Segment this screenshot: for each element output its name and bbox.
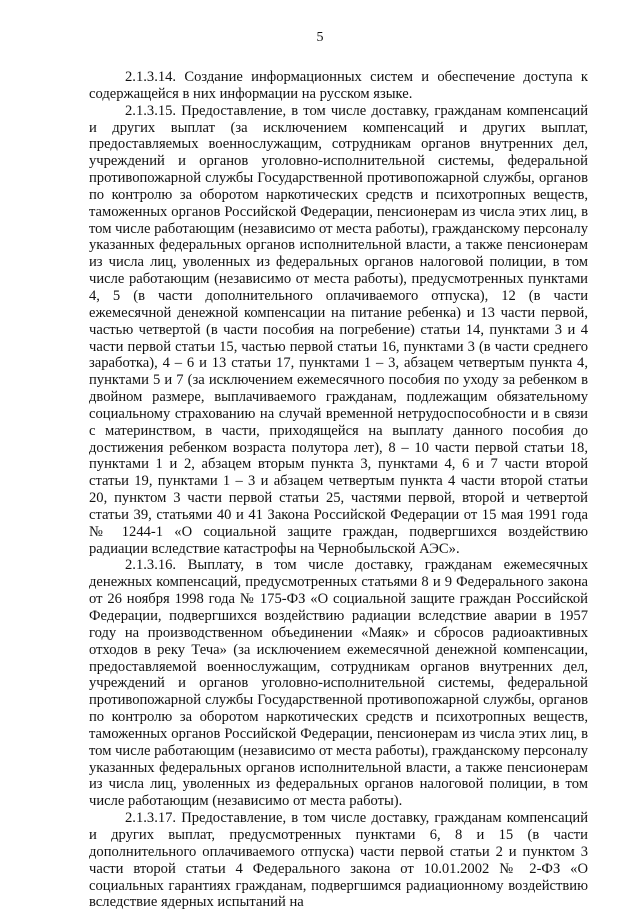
document-body bbox=[89, 69, 588, 911]
paragraph-2-1-3-15: 2.1.3.15. Предоставление, в том числе доставку, гражданам компенсаций и других выплат (за исключением компенсаций и других выплат, предоставляемых военнослужащим, сотрудникам органов внутренних дел, учреждений и органов уголовно-исполнительной системы, федеральной противопожарной службы Государственной противопожарной службы, органов по контролю за оборотом наркотических средств и психотропных веществ, таможенных органов Российской Федерации, пенсионерам из числа этих лиц, в том числе работающим (независимо от места работы), гражданскому персоналу указанных федеральных органов исполнительной власти, а также пенсионерам из числа лиц, уволенных из федеральных органов налоговой полиции, в том числе работающим (независимо от места работы), предусмотренных пунктами 4, 5 (в части дополнительного оплачиваемого отпуска), 12 (в части ежемесячной денежной компенсации на питание ребенка) и 13 части первой, частью четвертой (в части пособия на погребение) статьи 14, пунктами 3 и 4 части первой статьи 15, частью первой статьи 16, пунктами 3 (в части среднего заработка), 4 – 6 и 13 статьи 17, пунктами 1 – 3, абзацем четвертым пункта 4, пунктами 5 и 7 (за исключением ежемесячного пособия по уходу за ребенком в двойном размере, выплачиваемого гражданам, подлежащим обязательному социальному страхованию на случай временной нетрудоспособности и в связи с материнством, в части, приходящейся на выплату данного пособия до достижения ребенком возраста полутора лет), 8 – 10 части первой статьи 18, пунктами 1 и 2, абзацем вторым пункта 3, пунктами 4, 6 и 7 части второй статьи 19, пунктами 1 – 3 и абзацем четвертым пункта 4 части второй статьи 20, пунктом 3 части первой статьи 25, частями первой, второй и четвертой статьи 39, статьями 40 и 41 Закона Российской Федерации от 15 мая 1991 года № 1244-1 «О социальной защите граждан, подвергшихся воздействию радиации вследствие катастрофы на Чернобыльской АЭС». bbox=[89, 102, 588, 557]
page-number: 5 bbox=[316, 30, 324, 45]
paragraph-2-1-3-16: 2.1.3.16. Выплату, в том числе доставку, гражданам ежемесячных денежных компенсаций, предусмотренных статьями 8 и 9 Федерального закона от 26 ноября 1998 года № 175-ФЗ «О социальной защите граждан Российской Федерации, подвергшихся воздействию радиации вследствие аварии в 1957 году на производственном объединении «Маяк» и сбросов радиоактивных отходов в реку Теча» (за исключением ежемесячной денежной компенсации, предоставляемой военнослужащим, сотрудникам органов внутренних дел, учреждений и органов уголовно-исполнительной системы, федеральной противопожарной службы Государственной противопожарной службы, органов по контролю за оборотом наркотических средств и психотропных веществ, таможенных органов Российской Федерации, пенсионерам из числа этих лиц, в том числе работающим (независимо от места работы), гражданскому персоналу указанных федеральных органов исполнительной власти, а также пенсионерам из числа лиц, уволенных из федеральных органов налоговой полиции, в том числе работающим (независимо от места работы). bbox=[89, 557, 588, 810]
paragraph-2-1-3-14: 2.1.3.14. Создание информационных систем и обеспечение доступа к содержащейся в них информации на русском языке. bbox=[89, 69, 588, 102]
paragraph-2-1-3-17: 2.1.3.17. Предоставление, в том числе доставку, гражданам компенсаций и других выплат, предусмотренных пунктами 6, 8 и 15 (в части дополнительного оплачиваемого отпуска) части первой статьи 2 и пунктом 3 части второй статьи 4 Федерального закона от 10.01.2002 № 2-ФЗ «О социальных гарантиях гражданам, подвергшимся радиационному воздействию вследствие ядерных испытаний на bbox=[89, 810, 588, 911]
